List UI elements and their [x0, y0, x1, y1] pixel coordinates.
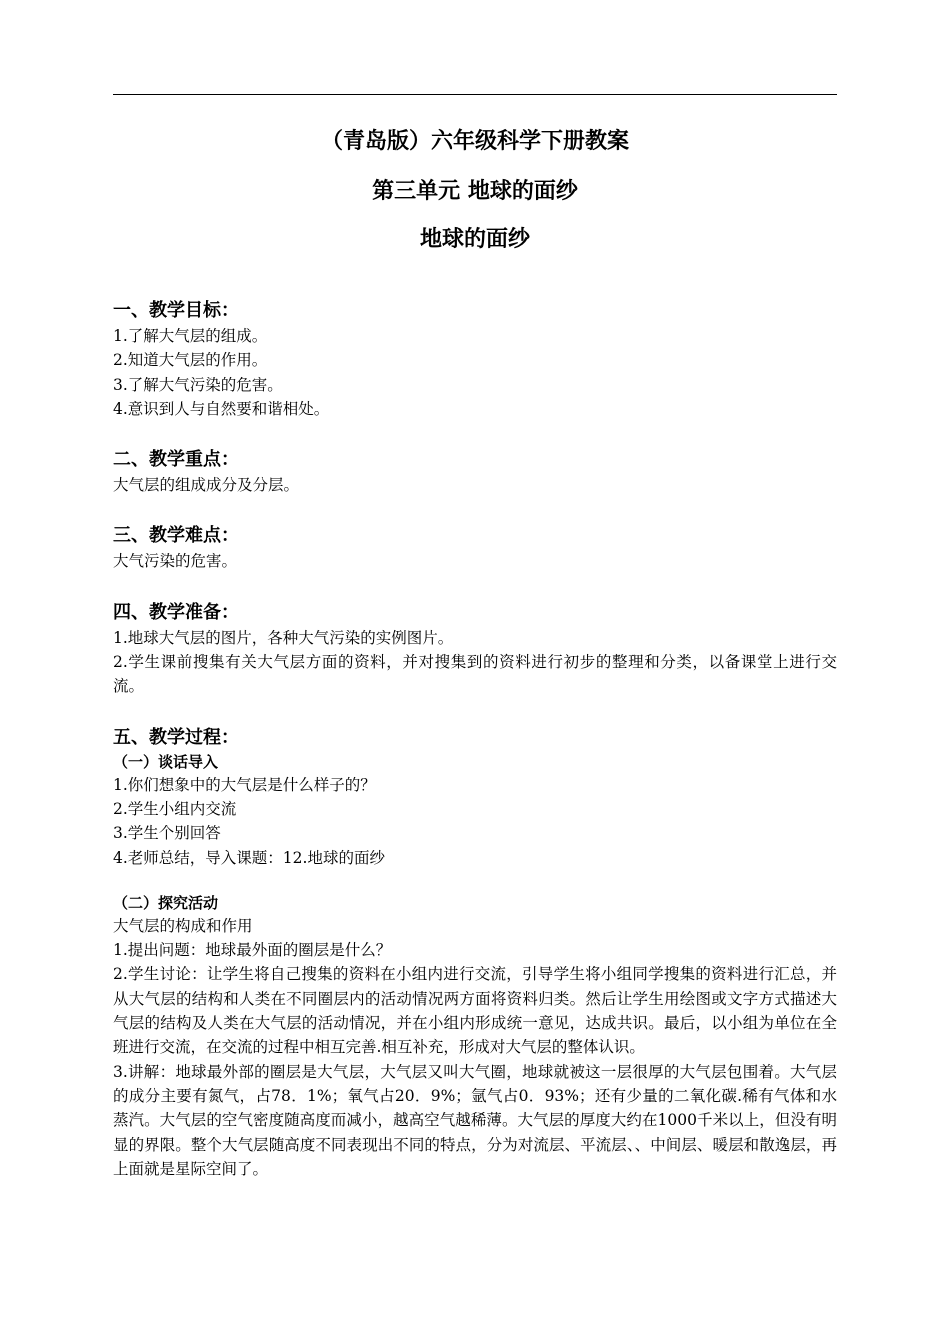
activity-item: 1.提出问题：地球最外面的圈层是什么？: [113, 941, 392, 960]
lesson-title: 地球的面纱: [419, 227, 530, 252]
section-heading-difficulty: 三、教学难点：: [113, 525, 239, 547]
activity-item: 2.学生讨论：让学生将自己搜集的资料在小组内进行交流，引导学生将小组同学搜集的资料进行汇总，并从大气层的结构和人类在不同圈层内的活动情况两方面将资料归类。然后让学生用绘图或文字方式描述大气层的结构及人类在大气层的活动情况，并在小组内形成统一意见，达成共识。最后，以小组为单位在全班进行交流，在交流的过程中相互完善.相互补充，形成对大气层的整体认识。: [113, 965, 837, 1057]
section-heading-process: 五、教学过程：: [113, 726, 239, 748]
title-block: [113, 128, 837, 254]
section-heading-goals: 一、教学目标：: [113, 300, 239, 321]
activity-subtitle: 大气层的构成和作用: [113, 916, 253, 935]
goal-item: 3.了解大气污染的危害。: [113, 375, 283, 394]
subsection-heading-intro: （一）谈话导入: [113, 752, 219, 771]
goal-item: 2.知道大气层的作用。: [113, 351, 268, 370]
goal-item: 1.了解大气层的组成。: [113, 327, 268, 345]
difficulty-text: 大气污染的危害。: [113, 552, 238, 571]
process-item: 2.学生小组内交流: [113, 799, 237, 818]
section-heading-prep: 四、教学准备：: [113, 601, 239, 623]
section-heading-key: 二、教学重点：: [113, 449, 239, 471]
document-body: [113, 298, 837, 1181]
header-rule: [113, 94, 837, 95]
activity-item: 3.讲解：地球最外部的圈层是大气层，大气层又叫大气圈，地球就被这一层很厚的大气层包围着。大气层的成分主要有氮气，占78．1%；氧气占20．9%；氩气占0．93%；还有少量的二氧化碳.稀有气体和水蒸汽。大气层的空气密度随高度而减小，越高空气越稀薄。大气层的厚度大约在1000千米以上，但没有明显的界限。整个大气层随高度不同表现出不同的特点，分为对流层、平流层、、中间层、暖层和散逸层，再上面就是星际空间了。: [113, 1062, 837, 1178]
key-point-text: 大气层的组成成分及分层。: [113, 476, 300, 495]
process-item: 4.老师总结，导入课题：12.地球的面纱: [113, 848, 385, 867]
process-item: 1.你们想象中的大气层是什么样子的？: [113, 775, 376, 794]
unit-title: 第三单元 地球的面纱: [372, 179, 578, 204]
goal-item: 4.意识到人与自然要和谐相处。: [113, 399, 330, 418]
prep-item: 1.地球大气层的图片，各种大气污染的实例图片。: [113, 628, 454, 647]
process-item: 3.学生个别回答: [113, 824, 221, 843]
subsection-heading-explore: （二）探究活动: [113, 893, 219, 912]
prep-item: 2.学生课前搜集有关大气层方面的资料，并对搜集到的资料进行初步的整理和分类，以备课堂上进行交流。: [113, 653, 837, 696]
document-title: （青岛版）六年级科学下册教案: [320, 129, 629, 154]
